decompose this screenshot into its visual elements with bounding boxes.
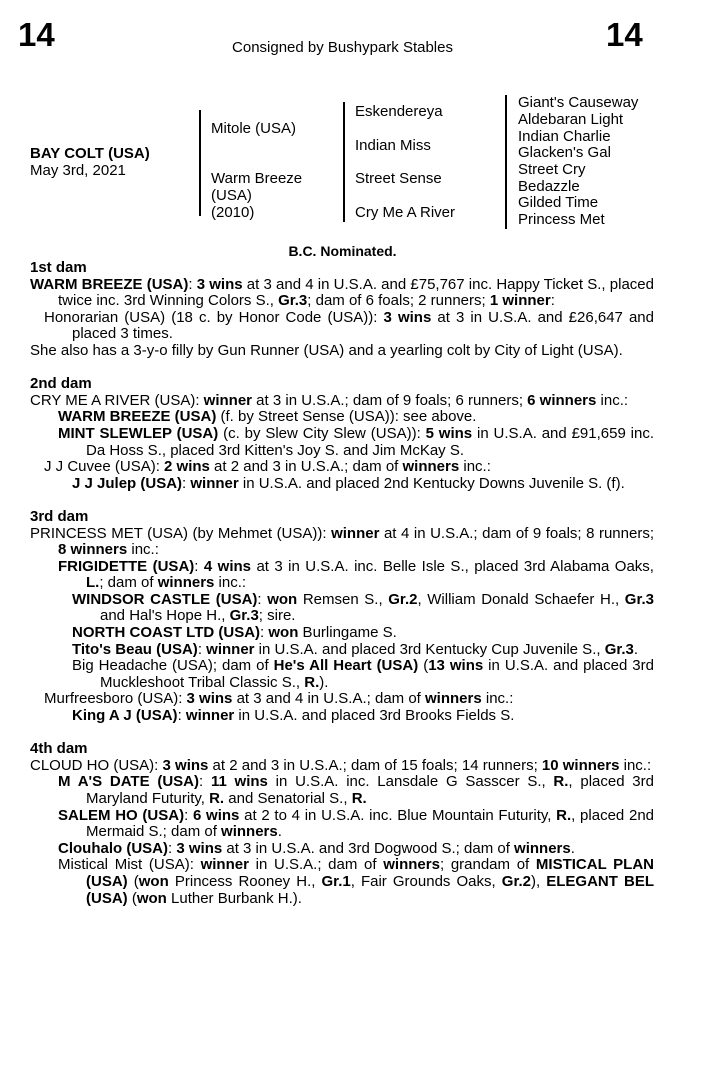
third-dam-grandproduce: NORTH COAST LTD (USA): won Burlingame S. xyxy=(72,624,397,642)
third-dam-produce: FRIGIDETTE (USA): 4 wins at 3 in U.S.A. inc. Belle Isle S., placed 3rd Alabama Oaks, L.; dam of winners inc.: xyxy=(58,557,654,592)
fourth-dam-produce: Mistical Mist (USA): winner in U.S.A.; dam of winners; grandam of MISTICAL PLAN (USA) (won Princess Rooney H., Gr.1, Fair Grounds Oaks, Gr.2), ELEGANT BEL (USA) (won Luther Burbank H.). xyxy=(58,856,655,907)
section-heading-3rd-dam: 3rd dam xyxy=(30,507,89,525)
foaling-date: May 3rd, 2021 xyxy=(30,162,126,179)
pedigree-gen3-entry: Aldebaran Light xyxy=(518,111,624,128)
pedigree-dam-line: (2010) xyxy=(211,203,255,221)
section-heading-2nd-dam: 2nd dam xyxy=(30,375,92,393)
fourth-dam-produce: M A'S DATE (USA): 11 wins in U.S.A. inc. Lansdale G Sasscer S., R., placed 3rd Maryland Futurity, R. and Senatorial S., R. xyxy=(58,773,654,807)
fourth-dam-produce: Clouhalo (USA): 3 wins at 3 in U.S.A. and 3rd Dogwood S.; dam of winners. xyxy=(58,839,575,857)
third-dam-produce: Murfreesboro (USA): 3 wins at 3 and 4 in U.S.A.; dam of winners inc.: xyxy=(44,690,514,708)
pedigree-dam-sire: Street Sense xyxy=(355,170,442,187)
consignor-line: Consigned by Bushypark Stables xyxy=(232,39,453,56)
pedigree-gen3-entry: Street Cry xyxy=(518,161,586,178)
pedigree-divider-3 xyxy=(505,95,507,229)
pedigree-gen3-entry: Princess Met xyxy=(518,211,605,228)
pedigree-gen3-entry: Giant's Causeway xyxy=(518,94,639,111)
third-dam-record: PRINCESS MET (USA) (by Mehmet (USA)): winner at 4 in U.S.A.; dam of 9 foals; 8 runners; 8 winners inc.: xyxy=(30,524,654,559)
pedigree-divider-1 xyxy=(199,110,201,216)
pedigree-gen3-entry: Gilded Time xyxy=(518,194,599,211)
second-dam-produce: WARM BREEZE (USA) (f. by Street Sense (USA)): see above. xyxy=(58,408,477,426)
pedigree-dam xyxy=(211,171,302,221)
bc-nominated: B.C. Nominated. xyxy=(288,243,397,259)
third-dam-grandproduce: WINDSOR CASTLE (USA): won Remsen S., Gr.2, William Donald Schaefer H., Gr.3 and Hal's Hope H., Gr.3; sire. xyxy=(72,590,654,625)
pedigree-sire-sire: Eskendereya xyxy=(355,103,443,120)
pedigree-divider-2 xyxy=(343,102,345,222)
pedigree-dam-dam: Cry Me A River xyxy=(355,204,456,221)
third-dam-grandproduce: Big Headache (USA); dam of He's All Heart (USA) (13 wins in U.S.A. and placed 3rd Muckleshoot Tribal Classic S., R.). xyxy=(72,657,654,691)
pedigree-gen3-entry: Indian Charlie xyxy=(518,128,611,145)
lot-number-right: 14 xyxy=(606,16,643,53)
third-dam-grandproduce: King A J (USA): winner in U.S.A. and placed 3rd Brooks Fields S. xyxy=(72,707,515,725)
second-dam-record: CRY ME A RIVER (USA): winner at 3 in U.S.A.; dam of 9 foals; 6 runners; 6 winners inc.: xyxy=(30,391,629,409)
horse-description: BAY COLT (USA) xyxy=(30,145,150,162)
first-dam-record: WARM BREEZE (USA): 3 wins at 3 and 4 in U.S.A. and £75,767 inc. Happy Ticket S., placed twice inc. 3rd Winning Colors S., Gr.3; dam of 6 foals; 2 runners; 1 winner: xyxy=(30,275,654,310)
section-heading-1st-dam: 1st dam xyxy=(30,259,87,276)
lot-number-left: 14 xyxy=(18,16,55,53)
catalogue-body xyxy=(30,260,654,907)
pedigree-dam-line: Warm Breeze xyxy=(211,170,303,187)
pedigree-sire: Mitole (USA) xyxy=(211,120,297,137)
fourth-dam-produce: SALEM HO (USA): 6 wins at 2 to 4 in U.S.A. inc. Blue Mountain Futurity, R., placed 2nd Mermaid S.; dam of winners. xyxy=(58,806,655,841)
second-dam-grandproduce: J J Julep (USA): winner in U.S.A. and placed 2nd Kentucky Downs Juvenile S. (f). xyxy=(72,474,625,492)
pedigree-gen3-entry: Glacken's Gal xyxy=(518,144,611,161)
second-dam-produce: J J Cuvee (USA): 2 wins at 2 and 3 in U.S.A.; dam of winners inc.: xyxy=(44,458,491,476)
pedigree-gen3-entry: Bedazzle xyxy=(518,178,580,195)
section-heading-4th-dam: 4th dam xyxy=(30,740,88,758)
second-dam-produce: MINT SLEWLEP (USA) (c. by Slew City Slew (USA)): 5 wins in U.S.A. and £91,659 inc. Da Hoss S., placed 3rd Kitten's Joy S. and Jim McKay S. xyxy=(58,424,655,459)
third-dam-grandproduce: Tito's Beau (USA): winner in U.S.A. and placed 3rd Kentucky Cup Juvenile S., Gr.3. xyxy=(72,640,639,658)
pedigree-sire-dam: Indian Miss xyxy=(355,137,431,154)
fourth-dam-record: CLOUD HO (USA): 3 wins at 2 and 3 in U.S.A.; dam of 15 foals; 14 runners; 10 winners inc.: xyxy=(30,756,652,774)
pedigree-dam-line: (USA) xyxy=(211,186,252,204)
first-dam-note: She also has a 3-y-o filly by Gun Runner (USA) and a yearling colt by City of Light (USA). xyxy=(30,341,623,359)
first-dam-produce: Honorarian (USA) (18 c. by Honor Code (USA)): 3 wins at 3 in U.S.A. and £26,647 and placed 3 times. xyxy=(44,308,654,343)
